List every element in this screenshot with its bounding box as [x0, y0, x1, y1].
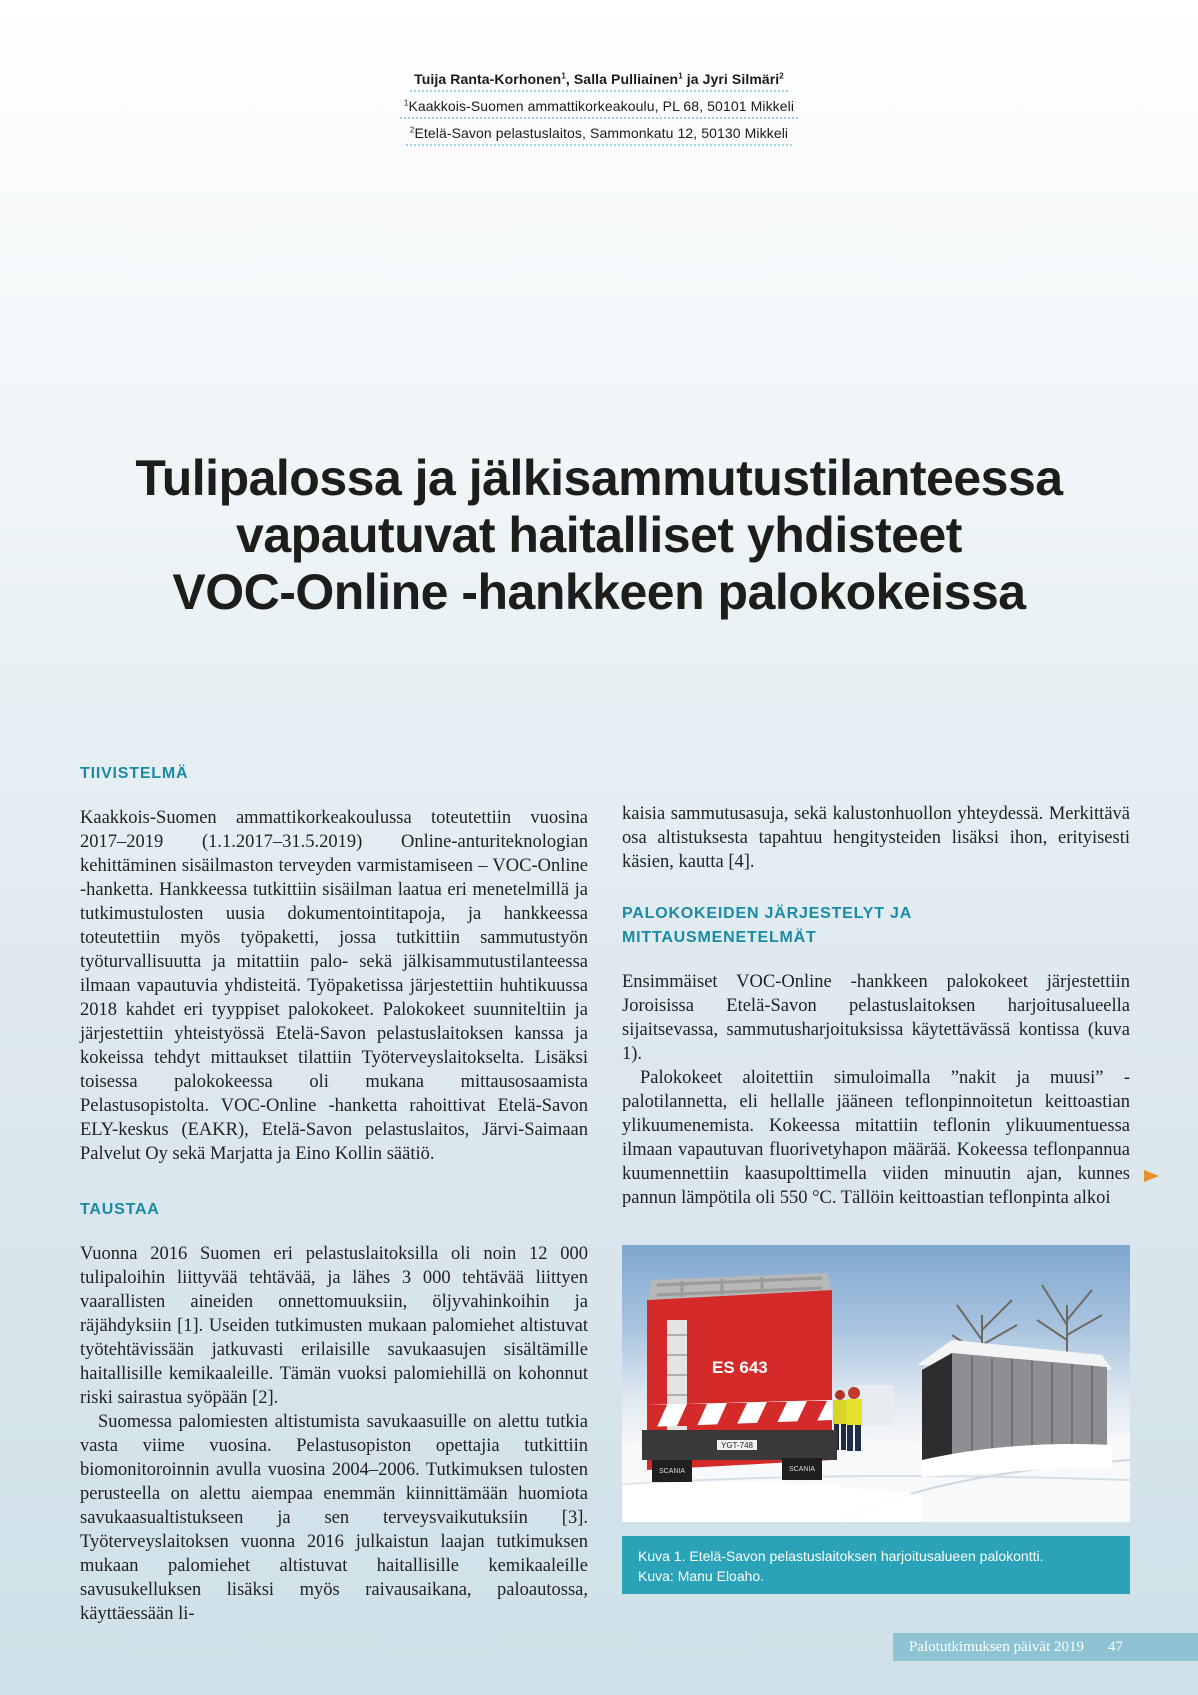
background-paragraph-2: Suomessa palomiesten altistumista savukaasuille on alettu tutkia vasta viime vuosina. Pelastusopiston opettajia tutkittiin biomonitoroinnin avulla vuosina 2004–2006. Tutkimuksen tulosten perusteella on alettu aiempaa enemmän kiinnittämään huomiota savukaasualtistukseen ja sen terveysvaikutuksiin [3]. Työterveyslaitoksen vuonna 2016 julkaistun laajan tutkimuksen mukaan palomiehet altistuvat haitallisille kemikaaleille savusukelluksen lisäksi myös raivausaikana, paloautossa, käyttäessään li- — [80, 1412, 588, 1624]
methods-paragraph-2: Palokokeet aloitettiin simuloimalla ”nakit ja muusi” -palotilannetta, eli hellalle jääneen teflonpinnoitetun keittoastian ylikuumenemista. Kokeessa mitattiin teflonin ylikuumentuessa ilmaan vapautuvan fluorivetyhapon määrää. Kokeessa teflonpannua kuumennettiin kaasupolttimella viiden minuutin ajan, kunnes pannun lämpötila oli 550 °C. Tällöin keittoastian teflonpinta alkoi — [622, 1068, 1130, 1208]
figure-photo-fire-truck — [622, 1245, 1130, 1522]
right-column — [622, 802, 1130, 1210]
continue-arrow-icon — [1144, 1170, 1159, 1182]
continued-paragraph: kaisia sammutusasuja, sekä kalustonhuollon yhteydessä. Merkittävä osa altistuksesta tapahtuu hengitysteiden lisäksi ihon, erityisesti käsien, kautta [4]. — [622, 804, 1130, 872]
background-paragraph-1: Vuonna 2016 Suomen eri pelastuslaitoksilla oli noin 12 000 tulipaloihin liittyvää tehtävää, ja lähes 3 000 tehtävää liittyen vaarallisten aineiden onnettomuuksiin, öljyvahinkoihin ja räjähdyksiin [1]. Useiden tutkimusten mukaan palomiehet altistuvat työtehtävissään jatkuvasti erilaisille savukaasujen sisältämille haitallisille kemikaaleille. Tämän vuoksi palomiehillä on kohonnut riski sairastua syöpään [2]. — [80, 1244, 588, 1408]
mudflap-brand-right: SCANIA — [788, 1466, 816, 1473]
page-footer — [893, 1633, 1198, 1661]
left-column — [80, 762, 588, 1626]
photo-illustration — [622, 1245, 1130, 1522]
truck-label: ES 643 — [712, 1358, 768, 1377]
author-block — [0, 70, 1198, 151]
abstract-paragraph: Kaakkois-Suomen ammattikorkeakoulussa toteutettiin vuosina 2017–2019 (1.1.2017–31.5.2019) Online-anturiteknologian kehittäminen sisäilmaston terveyden varmistamiseen – VOC-Online -hanketta. Hankkeessa tutkittiin sisäilman laatua eri menetelmillä ja tutkimustulosten uusia dokumentointitapoja, ja hankkeessa toteutettiin myös työpaketti, jossa tutkittiin sammutustyön työturvallisuutta ja mitattiin palo- sekä jälkisammutustilanteessa ilmaan vapautuvia yhdisteitä. Työpaketissa järjestettiin huhtikuussa 2018 kahdet eri tyyppiset palokokeet. Palokokeet suunniteltiin ja järjestettiin yhteistyössä Etelä-Savon pelastuslaitoksen kanssa ja kokeissa tehdyt mittaukset tilattiin Työterveyslaitokselta. Lisäksi toisessa palokokeessa oli mukana mittausosaamista Pelastusopistolta. VOC-Online -hanketta rahoittivat Etelä-Savon ELY-keskus (EAKR), Etelä-Savon pelastuslaitos, Järvi-Saimaan Palvelut Oy sekä Marjatta ja Eino Kollin säätiö. — [80, 808, 588, 1164]
affiliation-2: $^2$Etelä-Savon pelastuslaitos, Sammonkatu 12, 50130 Mikkeli — [406, 124, 792, 146]
heading-taustaa: TAUSTAA — [80, 1201, 160, 1218]
figure-caption: Kuva 1. Etelä-Savon pelastuslaitoksen harjoitusalueen palokontti. Kuva: Manu Eloaho. — [622, 1536, 1130, 1594]
mudflap-brand-left: SCANIA — [658, 1468, 686, 1475]
heading-tiivistelma: TIIVISTELMÄ — [80, 765, 189, 782]
author-names: Tuija Ranta-Korhonen$^1$, Salla Pulliainen$^1$ ja Jyri Silmäri$^2$ — [410, 70, 788, 92]
article-title: Tulipalossa ja jälkisammutustilanteessa vapautuvat haitalliset yhdisteet VOC-Online -hankkeen palokokeissa — [135, 450, 1063, 620]
affiliation-1: $^1$Kaakkois-Suomen ammattikorkeakoulu, PL 68, 50101 Mikkeli — [400, 97, 798, 119]
heading-palokokeet: PALOKOKEIDEN JÄRJESTELYT JA MITTAUSMENETELMÄT — [622, 905, 913, 946]
methods-paragraph-1: Ensimmäiset VOC-Online -hankkeen palokokeet järjestettiin Joroisissa Etelä-Savon pelastuslaitoksen harjoitusalueella sijaitsevassa, sammutusharjoituksissa käytettävässä kontissa (kuva 1). — [622, 972, 1130, 1064]
page-number: 47 — [1107, 1639, 1123, 1655]
license-plate: YGT-748 — [720, 1441, 754, 1450]
journal-name: Palotutkimuksen päivät 2019 — [909, 1639, 1084, 1655]
